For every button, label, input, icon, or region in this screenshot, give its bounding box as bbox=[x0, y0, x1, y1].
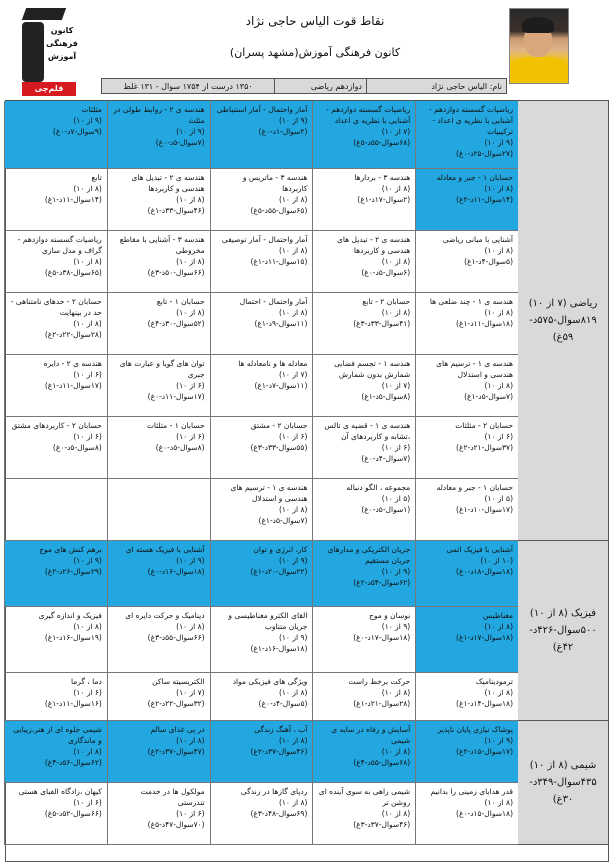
topic-cell bbox=[107, 479, 210, 541]
topic-score: (۸ از ۱۰) bbox=[484, 381, 513, 390]
topic-counts: (۶۶سوال-۵۰د-۳غ) bbox=[147, 268, 205, 277]
topic-counts: (۱۷سوال-۱۰د-۱غ) bbox=[456, 505, 513, 514]
topic-score: (۸ از ۱۰) bbox=[73, 184, 102, 193]
topic-name: آشنایی با فیزیک هسته ای bbox=[125, 545, 205, 554]
topic-counts: (۴۶سوال-۳۷د-۲غ) bbox=[250, 747, 308, 756]
topic-score: (۹ از ۱۰) bbox=[484, 736, 513, 745]
topic-name: آب ، آهنگ زندگی bbox=[254, 725, 308, 734]
topic-name: جریان الکتریکی و مدارهای جریان مستقیم bbox=[327, 545, 411, 565]
topic-counts: (۲۹سوال-۲۶د-۲غ) bbox=[44, 567, 102, 576]
student-grade: دوازدهم ریاضی bbox=[274, 79, 366, 93]
topic-name: شیمی راهی به سوی آینده ای روشن تر bbox=[318, 787, 411, 807]
topic-counts: (۱۷سوال-۱۱د-۰غ) bbox=[147, 392, 205, 401]
topic-counts: (۱۸سوال-۱۷د-۱غ) bbox=[456, 633, 513, 642]
topic-score: (۸ از ۱۰) bbox=[381, 747, 411, 756]
topic-counts: (۱۸سوال-۱۶د-۰غ) bbox=[147, 567, 205, 576]
topic-counts: (۲۸سوال-۲۱د-۱غ) bbox=[353, 699, 411, 708]
topic-name: آشنایی با مبانی ریاضی bbox=[442, 235, 513, 244]
topic-name: حسابان ۱ - تابع bbox=[156, 297, 205, 306]
topic-counts: (۱سوال-۵د-۰غ) bbox=[361, 505, 411, 514]
topic-name: هندسه ی ۱ - ترسیم های هندسی و استدلال bbox=[230, 483, 308, 503]
topic-counts: (۷۰سوال-۴۷د-۵غ) bbox=[147, 820, 205, 829]
topic-score: (۶ از ۱۰) bbox=[73, 370, 102, 379]
topic-cell bbox=[312, 673, 415, 721]
topic-counts: (۲سوال-۱د-۰غ) bbox=[258, 127, 308, 136]
topic-counts: (۱۵سوال-۱۱د-۱غ) bbox=[250, 257, 308, 266]
topic-name: القای الکترو مغناطیسی و جریان متناوب bbox=[228, 611, 308, 631]
topic-cell bbox=[312, 101, 415, 169]
topic-cell bbox=[210, 231, 313, 293]
subject-label: شیمی (۸ از ۱۰) ۴۳۵سوال-۳۴۹د- ۳۰غ) bbox=[518, 721, 608, 845]
topic-cell bbox=[415, 607, 518, 673]
topic-name: آمار واحتمال - آمار توصیفی bbox=[221, 235, 308, 244]
topic-cell bbox=[4, 607, 107, 673]
topic-counts: (۶۲سوال-۵۴د-۲غ) bbox=[353, 578, 411, 587]
topic-score: (۸ از ۱۰) bbox=[278, 688, 308, 697]
topic-cell bbox=[210, 479, 313, 541]
topic-name: هندسه ی ۱ - چند ضلعی ها bbox=[429, 297, 513, 306]
topic-name: حسابان ۱ - مثلثات bbox=[146, 421, 205, 430]
topic-counts: (۱۸سوال-۱۶د-۱غ) bbox=[250, 644, 308, 653]
topic-score: (۱۰ از ۱۰) bbox=[480, 556, 513, 565]
topic-score: (۸ از ۱۰) bbox=[484, 688, 513, 697]
topic-counts: (۱۸سوال-۱۱د-۱غ) bbox=[456, 319, 513, 328]
topic-name: دما ، گرما bbox=[70, 677, 102, 686]
topic-name: هندسه ی ۱ - ترسیم های هندسی و استدلال bbox=[436, 359, 513, 379]
topic-name: ترمودینامیک bbox=[475, 677, 513, 686]
topic-name: ویژگی های فیزیکی مواد bbox=[232, 677, 308, 686]
topic-counts: (۴۶سوال-۳۳د-۱غ) bbox=[147, 206, 205, 215]
topic-cell bbox=[107, 417, 210, 479]
topic-counts: (۱۱سوال-۹د-۱غ) bbox=[254, 319, 308, 328]
topic-counts: (۴۷سوال-۳۷د-۲غ) bbox=[147, 747, 205, 756]
topic-name: آمار واحتمال - احتمال bbox=[239, 297, 308, 306]
topic-score: (۷ از ۱۰) bbox=[176, 688, 205, 697]
topic-cell bbox=[415, 231, 518, 293]
topic-score: (۸ از ۱۰) bbox=[278, 505, 308, 514]
topic-name: حسابان ۲ - حدهای نامتناهی - حد در بینهایت bbox=[10, 297, 102, 317]
topic-counts: (۷سوال-۵د-۱غ) bbox=[464, 392, 513, 401]
topic-score: (۸ از ۱۰) bbox=[73, 747, 102, 756]
graduation-cap-icon bbox=[22, 8, 66, 20]
topic-name: پوشاک نیازی پایان ناپذیر bbox=[437, 725, 513, 734]
topic-cell bbox=[415, 721, 518, 783]
topic-cell bbox=[4, 293, 107, 355]
topic-counts: (۲۸سوال-۲۲د-۲غ) bbox=[44, 330, 102, 339]
topic-name: ریاضیات گسسته دوازدهم - آشنایی با نظریه ی اعداد bbox=[326, 105, 411, 125]
topic-counts: (۷سوال-۵د-۱غ) bbox=[258, 516, 308, 525]
topic-cell bbox=[4, 355, 107, 417]
topic-cell bbox=[4, 231, 107, 293]
topic-name: مجموعه ، الگو دنباله bbox=[346, 483, 411, 492]
topic-name: حسابان ۱ - جبر و معادله bbox=[436, 483, 513, 492]
topic-cell bbox=[312, 783, 415, 845]
topic-name: حسابان ۲ - مشتق bbox=[250, 421, 308, 430]
topic-name: حرکت برخط راست bbox=[348, 677, 411, 686]
topic-score: (۸ از ۱۰) bbox=[381, 809, 411, 818]
topic-score: (۸ از ۱۰) bbox=[484, 622, 513, 631]
topic-counts: (۱۸سوال-۱۸د-۰غ) bbox=[456, 567, 513, 576]
topic-name: هندسه ۱ - تجسم فضایی شمارش بدون شمارش bbox=[334, 359, 411, 379]
topic-name: دینامیک و حرکت دایره ای bbox=[125, 611, 205, 620]
topic-score: (۶ از ۱۰) bbox=[73, 798, 102, 807]
topic-score: (۶ از ۱۰) bbox=[176, 381, 205, 390]
topic-cell bbox=[312, 355, 415, 417]
topic-cell bbox=[210, 169, 313, 231]
topic-cell bbox=[415, 355, 518, 417]
topic-score: (۸ از ۱۰) bbox=[176, 622, 205, 631]
topic-cell bbox=[107, 101, 210, 169]
topic-cell bbox=[415, 169, 518, 231]
strengths-table bbox=[5, 100, 609, 862]
topic-score: (۹ از ۱۰) bbox=[381, 622, 411, 631]
topic-score: (۸ از ۱۰) bbox=[381, 308, 411, 317]
topic-name: کار، انرژی و توان bbox=[253, 545, 308, 554]
topic-name: هندسه ی ۲ - تبدیل های هندسی و کاربردها bbox=[131, 173, 205, 193]
topic-name: فیزیک و اندازه گیری bbox=[38, 611, 102, 620]
topic-name: ریاضیات گسسته دوازدهم - گراف و مدل سازی bbox=[17, 235, 102, 255]
topic-cell bbox=[415, 293, 518, 355]
topic-score: (۹ از ۱۰) bbox=[484, 138, 513, 147]
topic-name: معادله ها و نامعادله ها bbox=[238, 359, 308, 368]
topic-counts: (۱۸سوال-۱۴د-۱غ) bbox=[456, 699, 513, 708]
topic-counts: (۵سوال-۴د-۰غ) bbox=[258, 699, 308, 708]
topic-cell bbox=[210, 541, 313, 607]
topic-score: (۸ از ۱۰) bbox=[484, 308, 513, 317]
topic-counts: (۱۷سوال-۱۵د-۲غ) bbox=[456, 747, 513, 756]
topic-cell bbox=[107, 231, 210, 293]
topic-cell bbox=[415, 541, 518, 607]
subject-label: فیزیک (۸ از ۱۰) ۵۰۰سوال-۴۲۶د- ۴۲غ) bbox=[518, 541, 608, 721]
topic-score: (۸ از ۱۰) bbox=[381, 184, 411, 193]
topic-counts: (۱۸سوال-۱۵د-۰غ) bbox=[456, 809, 513, 818]
topic-score: (۸ از ۱۰) bbox=[484, 798, 513, 807]
topic-score: (۹ از ۱۰) bbox=[73, 556, 102, 565]
topic-name: در پی غذای سالم bbox=[150, 725, 205, 734]
topic-score: (۸ از ۱۰) bbox=[484, 184, 513, 193]
topic-counts: (۳۲سوال-۲۲د-۲غ) bbox=[147, 699, 205, 708]
topic-score: (۹ از ۱۰) bbox=[278, 116, 308, 125]
topic-name: هندسه ی ۲ - دایره bbox=[43, 359, 102, 368]
topic-cell bbox=[312, 231, 415, 293]
topic-cell bbox=[4, 101, 107, 169]
topic-score: (۶ از ۱۰) bbox=[73, 432, 102, 441]
topic-counts: (۶۶سوال-۵۲د-۵غ) bbox=[44, 809, 102, 818]
topic-counts: (۱۸سوال-۱۷د-۰غ) bbox=[353, 633, 411, 642]
topic-counts: (۶۸سوال-۵۵د-۵غ) bbox=[353, 138, 411, 147]
topic-cell bbox=[4, 479, 107, 541]
topic-score: (۸ از ۱۰) bbox=[381, 688, 411, 697]
page-title: نقاط قوت الیاس حاجی نژاد bbox=[245, 14, 385, 28]
topic-cell bbox=[312, 417, 415, 479]
topic-score: (۶ از ۱۰) bbox=[381, 443, 411, 452]
topic-cell bbox=[312, 479, 415, 541]
topic-cell bbox=[312, 541, 415, 607]
topic-score: (۸ از ۱۰) bbox=[176, 308, 205, 317]
topic-cell bbox=[107, 607, 210, 673]
student-photo bbox=[509, 8, 569, 84]
topic-score: (۶ از ۱۰) bbox=[278, 432, 308, 441]
topic-name: هندسه ۳ - آشنایی با مقاطع مخروطی bbox=[119, 235, 205, 255]
topic-score: (۷ از ۱۰) bbox=[381, 381, 411, 390]
topic-counts: (۶۸سوال-۵۵د-۴غ) bbox=[353, 758, 411, 767]
topic-name: ریاضیات گسسته دوازدهم - آشنایی با نظریه ی اعداد - ترکیبیات bbox=[428, 105, 513, 136]
topic-score: (۸ از ۱۰) bbox=[176, 736, 205, 745]
topic-name: آسایش و رفاه در سایه ی شیمی bbox=[331, 725, 411, 745]
topic-counts: (۶۵سوال-۳۸د-۵غ) bbox=[44, 268, 102, 277]
topic-cell bbox=[107, 355, 210, 417]
topic-counts: (۵سوال-۴د-۱غ) bbox=[464, 257, 513, 266]
topic-score: (۶ از ۱۰) bbox=[176, 809, 205, 818]
topic-name: تابع bbox=[91, 173, 102, 182]
page-subtitle: کانون فرهنگی آموزش(مشهد پسران) bbox=[229, 46, 401, 59]
topic-score: (۶ از ۱۰) bbox=[176, 432, 205, 441]
topic-score: (۶ از ۱۰) bbox=[73, 688, 102, 697]
topic-cell bbox=[415, 783, 518, 845]
topic-counts: (۱۹سوال-۱۶د-۱غ) bbox=[44, 633, 102, 642]
topic-score: (۷ از ۱۰) bbox=[278, 370, 308, 379]
topic-name: هندسه ۳ - بردارها bbox=[354, 173, 411, 182]
topic-score: (۸ از ۱۰) bbox=[278, 246, 308, 255]
topic-name: آمار واحتمال - آمار استنباطی bbox=[216, 105, 308, 114]
topic-cell bbox=[4, 169, 107, 231]
topic-cell bbox=[4, 541, 107, 607]
topic-score: (۵ از ۱۰) bbox=[381, 494, 411, 503]
topic-name: هندسه ۳ - ماتریس و کاربردها bbox=[242, 173, 308, 193]
topic-name: هندسه ی ۱ - قضیه ی تالس ،تشابه و کاربردهای آن bbox=[324, 421, 411, 441]
topic-name: مثلثات bbox=[81, 105, 102, 114]
overall-stats: ۱۳۵۰ درست از ۱۷۵۴ سوال - ۱۳۱ غلط bbox=[123, 81, 253, 91]
topic-counts: (۸سوال-۵د-۱غ) bbox=[361, 392, 411, 401]
topic-cell bbox=[210, 355, 313, 417]
topic-cell bbox=[4, 417, 107, 479]
topic-name: کیهان ،زادگاه الفبای هستی bbox=[18, 787, 102, 796]
topic-counts: (۵۲سوال-۳۰د-۴غ) bbox=[147, 319, 205, 328]
topic-cell bbox=[415, 479, 518, 541]
topic-cell bbox=[312, 721, 415, 783]
topic-cell bbox=[312, 169, 415, 231]
topic-score: (۸ از ۱۰) bbox=[73, 622, 102, 631]
topic-cell bbox=[107, 293, 210, 355]
topic-counts: (۶۲سوال-۵۶د-۴غ) bbox=[44, 758, 102, 767]
topic-counts: (۵۵سوال-۳۳د-۳غ) bbox=[250, 443, 308, 452]
topic-counts: (۴۶سوال-۳۷د-۳غ) bbox=[353, 820, 411, 829]
topic-score: (۹ از ۱۰) bbox=[278, 633, 308, 642]
topic-counts: (۲۲سوال-۲۰د-۱غ) bbox=[250, 567, 308, 576]
topic-name: آشنایی با فیزیک اتمی bbox=[446, 545, 513, 554]
topic-cell bbox=[210, 673, 313, 721]
topic-counts: (۱۱سوال-۷د-۱غ) bbox=[254, 381, 308, 390]
topic-cell bbox=[210, 101, 313, 169]
subject-label: ریاضی (۷ از ۱۰) ۸۱۹سوال-۵۷۵د- ۵۹غ) bbox=[518, 101, 608, 541]
topic-counts: (۱۷سوال-۱۱د-۱غ) bbox=[44, 381, 102, 390]
topic-score: (۵ از ۱۰) bbox=[484, 494, 513, 503]
topic-score: (۸ از ۱۰) bbox=[73, 319, 102, 328]
topic-cell bbox=[415, 417, 518, 479]
topic-name: شیمی جلوه ای از هنر،زیبایی و ماندگاری bbox=[13, 725, 102, 745]
topic-cell bbox=[210, 783, 313, 845]
student-info-bar bbox=[101, 78, 507, 94]
student-name: نام: الیاس حاجی نژاد bbox=[366, 79, 506, 93]
topic-counts: (۸سوال-۵د-۰غ) bbox=[155, 443, 205, 452]
topic-cell bbox=[312, 607, 415, 673]
topic-counts: (۹سوال-۷د-۰غ) bbox=[52, 127, 102, 136]
topic-score: (۹ از ۱۰) bbox=[381, 567, 411, 576]
topic-cell bbox=[312, 293, 415, 355]
topic-name: الکتریسیته ساکن bbox=[152, 677, 205, 686]
topic-score: (۶ از ۱۰) bbox=[484, 432, 513, 441]
topic-name: توان های گویا و عبارت های جبری bbox=[119, 359, 205, 379]
topic-cell bbox=[415, 101, 518, 169]
topic-cell bbox=[107, 783, 210, 845]
topic-counts: (۷سوال-۴د-۰غ) bbox=[361, 454, 411, 463]
topic-cell bbox=[4, 783, 107, 845]
topic-cell bbox=[4, 721, 107, 783]
topic-counts: (۸سوال-۵د-۰غ) bbox=[52, 443, 102, 452]
topic-score: (۸ از ۱۰) bbox=[176, 257, 205, 266]
topic-score: (۸ از ۱۰) bbox=[278, 798, 308, 807]
topic-counts: (۱۴سوال-۱۱د-۲غ) bbox=[456, 195, 513, 204]
logo: کانون فرهنگی آموزش قلم‌چی bbox=[18, 8, 80, 96]
topic-score: (۹ از ۱۰) bbox=[278, 556, 308, 565]
topic-counts: (۲۷سوال-۲۵د-۰غ) bbox=[456, 149, 513, 158]
topic-score: (۷ از ۱۰) bbox=[381, 127, 411, 136]
topic-score: (۸ از ۱۰) bbox=[381, 257, 411, 266]
topic-name: مولکول ها در خدمت تندرستی bbox=[140, 787, 205, 807]
topic-cell bbox=[210, 721, 313, 783]
topic-counts: (۶۹سوال-۴۸د-۳غ) bbox=[250, 809, 308, 818]
topic-counts: (۱۶سوال-۱۱د-۱غ) bbox=[44, 699, 102, 708]
topic-name: هندسه ی ۲ - روابط طولی در مثلث bbox=[113, 105, 205, 125]
topic-cell bbox=[4, 673, 107, 721]
topic-name: حسابان ۲ - تابع bbox=[362, 297, 411, 306]
topic-score: (۸ از ۱۰) bbox=[278, 195, 308, 204]
topic-score: (۸ از ۱۰) bbox=[176, 195, 205, 204]
topic-counts: (۶سوال-۵د-۰غ) bbox=[361, 268, 411, 277]
topic-cell bbox=[210, 607, 313, 673]
topic-counts: (۶۵سوال-۵۵د-۵غ) bbox=[250, 206, 308, 215]
topic-name: مغناطیس bbox=[483, 611, 513, 620]
topic-score: (۸ از ۱۰) bbox=[278, 308, 308, 317]
topic-score: (۹ از ۱۰) bbox=[73, 116, 102, 125]
topic-cell bbox=[210, 293, 313, 355]
topic-name: حسابان ۲ - مثلثات bbox=[455, 421, 513, 430]
topic-name: قدر هدایای زمینی را بدانیم bbox=[430, 787, 513, 796]
topic-name: حسابان ۲ - کاربردهای مشتق bbox=[11, 421, 102, 430]
topic-counts: (۶۶سوال-۵۵د-۳غ) bbox=[147, 633, 205, 642]
topic-counts: (۲سوال-۱۷د-۱غ) bbox=[357, 195, 411, 204]
topic-counts: (۱۴سوال-۱۱د-۱غ) bbox=[44, 195, 102, 204]
topic-name: هندسه ی ۲ - تبدیل های هندسی و کاربردها bbox=[337, 235, 411, 255]
topic-name: برهم کنش های موج bbox=[39, 545, 102, 554]
topic-name: حسابان ۱ - جبر و معادله bbox=[436, 173, 513, 182]
topic-counts: (۴۱سوال-۳۳د-۳غ) bbox=[353, 319, 411, 328]
topic-counts: (۳۷سوال-۲۱د-۲غ) bbox=[456, 443, 513, 452]
topic-cell bbox=[107, 541, 210, 607]
topic-score: (۸ از ۱۰) bbox=[73, 257, 102, 266]
topic-cell bbox=[210, 417, 313, 479]
topic-cell bbox=[415, 673, 518, 721]
topic-score: (۹ از ۱۰) bbox=[176, 127, 205, 136]
topic-cell bbox=[107, 721, 210, 783]
topic-score: (۹ از ۱۰) bbox=[176, 556, 205, 565]
topic-name: نوسان و موج bbox=[369, 611, 411, 620]
topic-cell bbox=[107, 673, 210, 721]
topic-counts: (۷سوال-۵د-۰غ) bbox=[155, 138, 205, 147]
topic-score: (۸ از ۱۰) bbox=[278, 736, 308, 745]
topic-score: (۸ از ۱۰) bbox=[484, 246, 513, 255]
topic-cell bbox=[107, 169, 210, 231]
topic-name: ردپای گازها در زندگی bbox=[240, 787, 308, 796]
